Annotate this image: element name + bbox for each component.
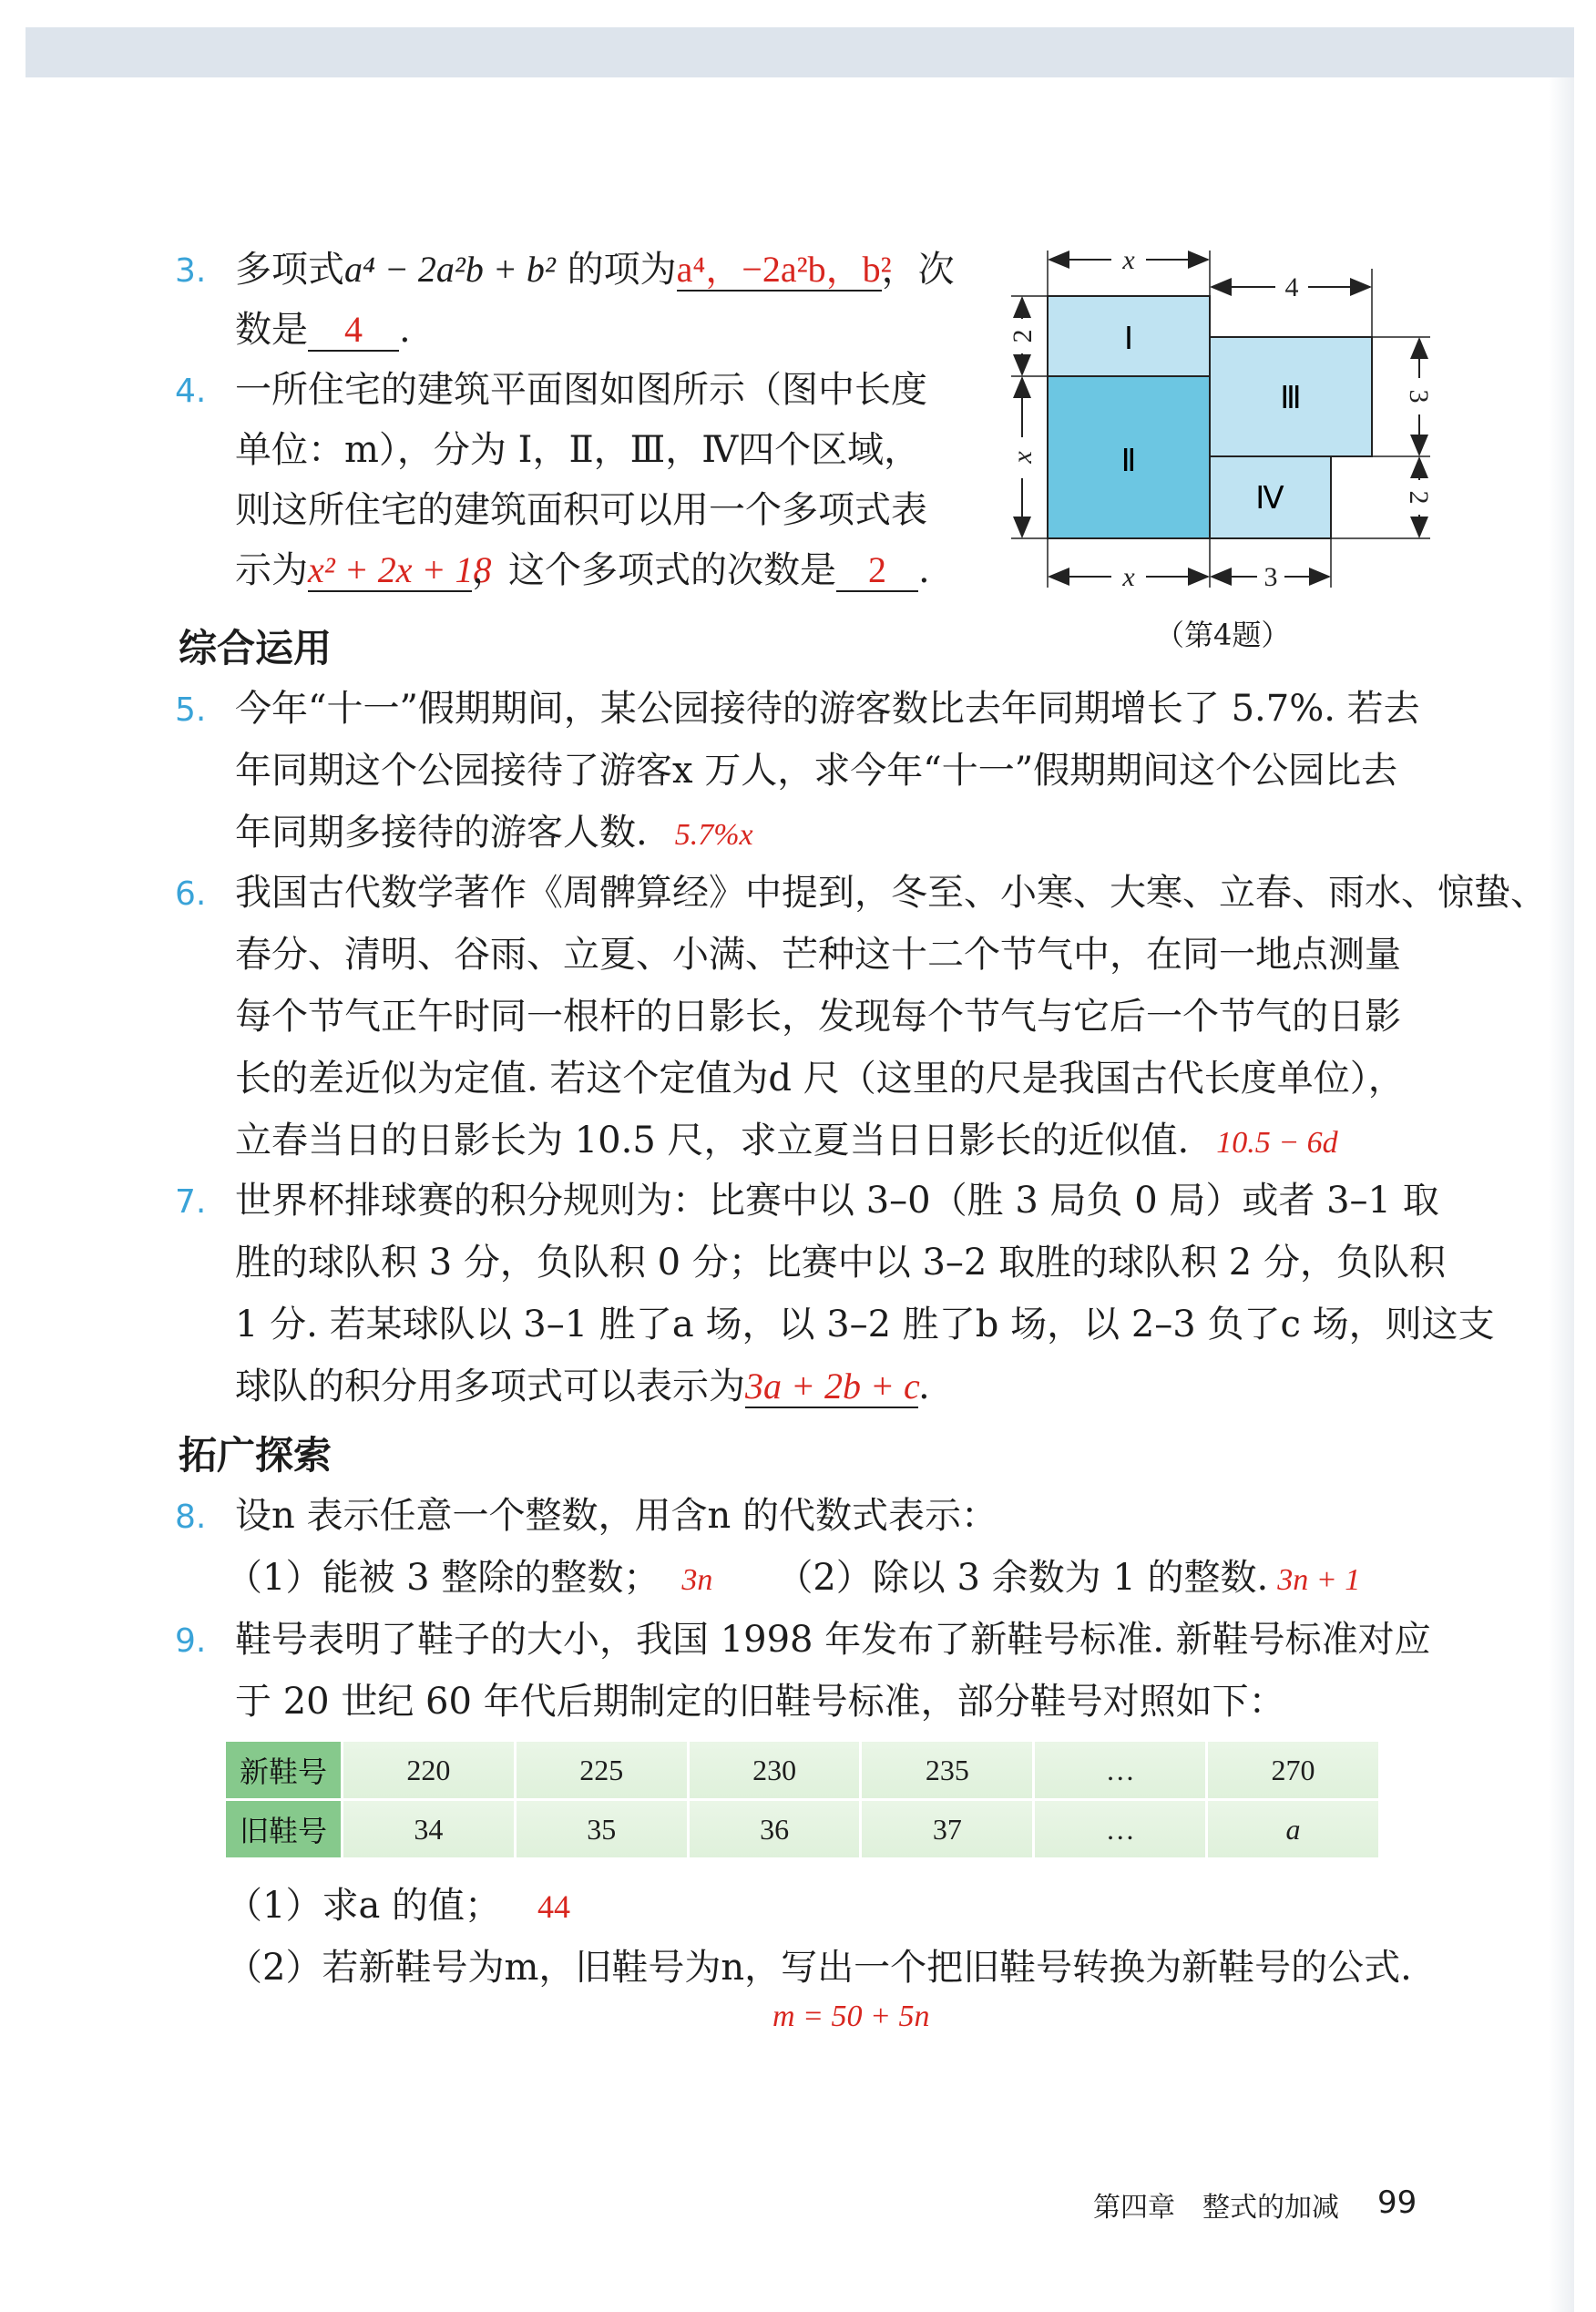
q9-part1-line — [226, 1880, 570, 1932]
q6-line4: 长的差近似为定值. 若这个定值为d 尺（这里的尺是我国古代长度单位）， — [235, 1058, 1405, 1100]
table-cell: 225 — [517, 1742, 687, 1798]
table-cell: 34 — [343, 1801, 514, 1857]
floor-plan-figure — [1002, 232, 1476, 597]
q7-line2: 胜的球队积 3 分，负队积 0 分；比赛中以 3–2 取胜的球队积 2 分，负队积 — [235, 1242, 1446, 1284]
q3-polynomial: a⁴ − 2a²b + b² — [344, 249, 556, 290]
q4-line4-pre: 示为 — [235, 549, 308, 591]
table-row — [226, 1742, 1381, 1798]
q3-line1 — [235, 244, 955, 295]
q4-answer-poly: x² + 2x + 18 — [308, 549, 492, 590]
scan-top-edge — [26, 27, 1574, 77]
q8-line2 — [226, 1552, 1360, 1606]
q9-answer1: 44 — [537, 1888, 571, 1925]
table-cell: … — [1035, 1801, 1205, 1857]
table-cell: 230 — [690, 1742, 860, 1798]
q4-line4 — [235, 545, 930, 596]
table-cell: 36 — [690, 1801, 860, 1857]
q4-line1: 一所住宅的建筑平面图如图所示（图中长度 — [235, 369, 927, 411]
shoe-size-table — [226, 1742, 1381, 1860]
dim-bottom-x: x — [1122, 562, 1135, 592]
q3-line2-pre: 数是 — [235, 309, 308, 351]
table-cell: 37 — [862, 1801, 1032, 1857]
q5-answer: 5.7%x — [674, 818, 753, 852]
q7-line4-pre: 球队的积分用多项式可以表示为 — [235, 1366, 745, 1407]
dim-right-3: 3 — [1404, 389, 1434, 404]
q9-line2: 于 20 世纪 60 年代后期制定的旧鞋号标准，部分鞋号对照如下： — [235, 1681, 1285, 1723]
q8-part1: （1）能被 3 整除的整数； — [226, 1557, 660, 1599]
q7-line1: 世界杯排球赛的积分规则为：比赛中以 3–0（胜 3 局负 0 局）或者 3–1 取 — [235, 1180, 1439, 1222]
q9-number: 9. — [175, 1622, 207, 1660]
dim-left-x: x — [1008, 451, 1038, 464]
table-row — [226, 1801, 1381, 1857]
dim-bottom-3: 3 — [1264, 562, 1278, 592]
q9-part1: （1）求a 的值； — [226, 1885, 502, 1927]
q8-line1: 设n 表示任意一个整数，用含n 的代数式表示： — [235, 1495, 998, 1537]
q5-line3-text: 年同期多接待的游客人数. — [235, 812, 648, 854]
q7-line4-post: . — [918, 1366, 930, 1407]
q6-line2: 春分、清明、谷雨、立夏、小满、芒种这十二个节气中，在同一地点测量 — [235, 934, 1401, 976]
q3-text-post: ，次 — [881, 249, 955, 291]
q4-line2: 单位：m），分为 Ⅰ，Ⅱ，Ⅲ，Ⅳ四个区域， — [235, 429, 921, 471]
dim-left-2: 2 — [1008, 329, 1038, 343]
section-heading-extension: 拓广探索 — [179, 1433, 332, 1478]
figure-caption: （第4题） — [1155, 618, 1291, 652]
q8-part2: （2）除以 3 余数为 1 的整数. — [776, 1557, 1269, 1599]
q8-answer2: 3n + 1 — [1277, 1563, 1361, 1597]
table-cell: a — [1208, 1801, 1378, 1857]
q3-answer-terms: a⁴，−2a²b，b² — [676, 249, 892, 290]
table-cell: 220 — [343, 1742, 514, 1798]
q4-line4-post: . — [918, 549, 930, 591]
q7-line3: 1 分. 若某球队以 3–1 胜了a 场，以 3–2 胜了b 场，以 2–3 负了c 场，则这支 — [235, 1304, 1495, 1345]
q9-line1: 鞋号表明了鞋子的大小，我国 1998 年发布了新鞋号标准. 新鞋号标准对应 — [235, 1619, 1431, 1661]
q5-line1: 今年“十一”假期期间，某公园接待的游客数比去年同期增长了 5.7%. 若去 — [235, 688, 1420, 730]
region-label-1: Ⅰ — [1123, 322, 1134, 356]
q5-number: 5. — [175, 691, 207, 729]
q8-answer1: 3n — [681, 1563, 713, 1597]
q4-line3: 则这所住宅的建筑面积可以用一个多项式表 — [235, 489, 927, 531]
table-cell: 35 — [517, 1801, 687, 1857]
q7-answer: 3a + 2b + c — [745, 1366, 920, 1407]
q6-line5 — [235, 1115, 1338, 1169]
dim-right-2: 2 — [1404, 490, 1434, 505]
q6-line1: 我国古代数学著作《周髀算经》中提到，冬至、小寒、大寒、立春、雨水、惊蛰、 — [235, 872, 1547, 914]
q3-line2-post: . — [399, 309, 411, 351]
table-row-label-old: 旧鞋号 — [226, 1801, 341, 1857]
q9-answer2: m = 50 + 5n — [772, 2000, 930, 2033]
q6-line3: 每个节气正午时同一根杆的日影长，发现每个节气与它后一个节气的日影 — [235, 996, 1401, 1038]
q6-line5-text: 立春当日的日影长为 10.5 尺，求立夏当日日影长的近似值. — [235, 1120, 1190, 1161]
q7-number: 7. — [175, 1183, 207, 1221]
region-label-3: Ⅲ — [1280, 382, 1302, 415]
table-cell: 235 — [862, 1742, 1032, 1798]
table-cell: … — [1035, 1742, 1205, 1798]
q3-text-pre: 多项式 — [235, 249, 344, 291]
footer-chapter: 第四章 整式的加减 — [1093, 2192, 1339, 2224]
q8-number: 8. — [175, 1499, 207, 1536]
dim-top-4: 4 — [1284, 272, 1299, 302]
q3-line2 — [235, 304, 411, 355]
q3-number: 3. — [175, 252, 207, 290]
q6-number: 6. — [175, 875, 207, 913]
q6-answer: 10.5 − 6d — [1216, 1126, 1338, 1160]
q7-line4 — [235, 1361, 930, 1412]
table-cell: 270 — [1208, 1742, 1378, 1798]
scan-right-edge — [1549, 77, 1574, 2312]
q3-text-mid: 的项为 — [555, 249, 677, 291]
q4-line4-mid: ，这个多项式的次数是 — [472, 549, 836, 591]
q5-line2: 年同期这个公园接待了游客x 万人，求今年“十一”假期期间这个公园比去 — [235, 750, 1398, 792]
q3-answer-degree: 4 — [308, 310, 399, 352]
q5-line3 — [235, 807, 753, 861]
q4-number: 4. — [175, 373, 207, 410]
dim-top-x: x — [1122, 245, 1135, 275]
q4-answer-degree: 2 — [836, 550, 918, 592]
table-row-label-new: 新鞋号 — [226, 1742, 341, 1798]
region-label-2: Ⅱ — [1120, 445, 1137, 478]
page-number: 99 — [1377, 2184, 1417, 2221]
q9-part2-line: （2）若新鞋号为m，旧鞋号为n，写出一个把旧鞋号转换为新鞋号的公式. — [226, 1947, 1412, 1989]
region-label-4: Ⅳ — [1255, 482, 1284, 516]
section-heading-applied: 综合运用 — [179, 626, 332, 670]
